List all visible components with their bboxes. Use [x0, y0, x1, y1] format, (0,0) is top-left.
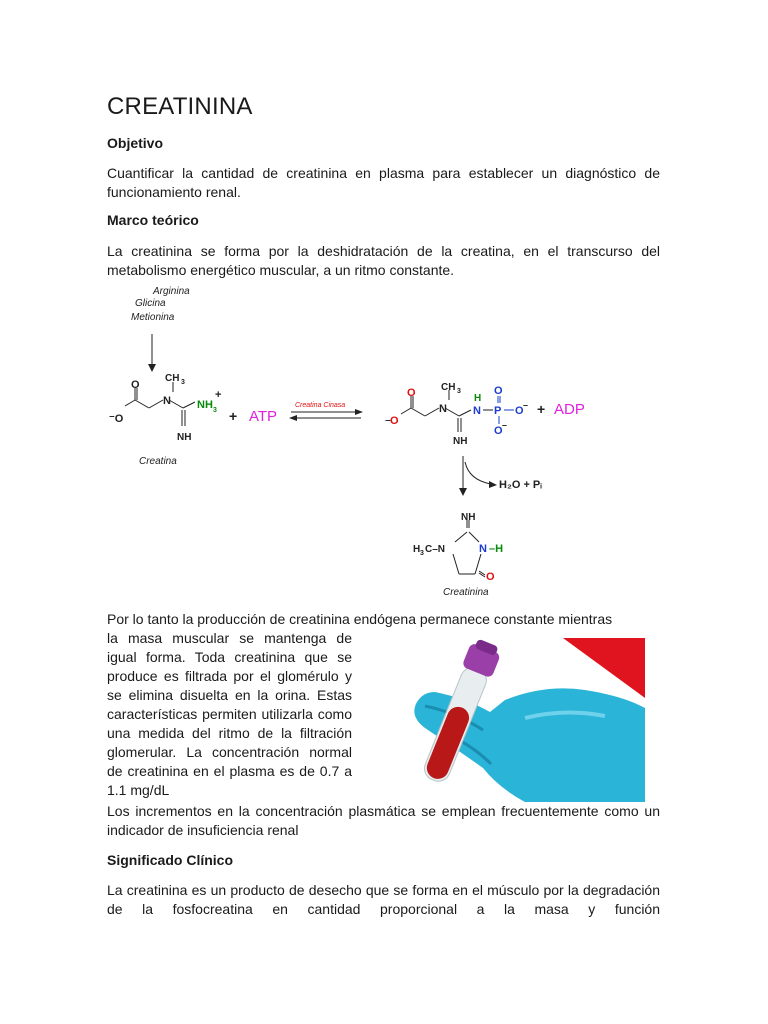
svg-text:⁻O: ⁻O	[109, 413, 124, 425]
svg-text:3: 3	[181, 379, 185, 386]
significado-clinico-text: La creatinina es un producto de desecho que se forma en el músculo por la degradación de la fosfocreatina en cantidad proporcional a la masa y función	[107, 882, 660, 917]
svg-text:NH: NH	[453, 436, 468, 447]
objetivo-heading: Objetivo	[107, 135, 164, 151]
svg-text:C–N: C–N	[425, 544, 446, 555]
incrementos-text: Los incrementos en la concentración plasmática se emplean frecuentemente como un indicador de insuficiencia renal	[107, 803, 660, 838]
svg-text:H: H	[413, 544, 421, 555]
svg-text:NH: NH	[177, 432, 192, 443]
svg-text:P: P	[494, 405, 502, 417]
svg-text:–: –	[502, 420, 508, 430]
svg-text:O: O	[131, 379, 140, 391]
precursor-metionina: Metionina	[131, 312, 175, 323]
svg-text:⁻: ⁻	[385, 417, 391, 429]
svg-text:N: N	[163, 395, 171, 407]
adp-label: ADP	[554, 401, 585, 418]
svg-text:N: N	[479, 543, 487, 555]
atp-label: ATP	[249, 408, 278, 425]
creatinine-reaction-diagram	[107, 284, 585, 602]
svg-text:O: O	[486, 571, 495, 583]
svg-text:+: +	[537, 401, 546, 417]
svg-text:NH: NH	[461, 512, 476, 523]
svg-text:O: O	[407, 387, 416, 399]
svg-text:CH: CH	[165, 373, 180, 384]
enzyme-label: Creatina Cinasa	[295, 402, 346, 409]
svg-text:CH: CH	[441, 382, 456, 393]
objetivo-text: Cuantificar la cantidad de creatinina en plasma para establecer un diagnóstico de funcionamiento renal.	[107, 165, 660, 200]
svg-text:NH: NH	[197, 399, 213, 411]
svg-text:3: 3	[420, 550, 424, 557]
creatina-label: Creatina	[139, 456, 177, 467]
svg-text:O: O	[515, 405, 524, 417]
svg-text:O: O	[494, 385, 503, 397]
marco-teorico-text: La creatinina se forma por la deshidratación de la creatina, en el transcurso del metabolismo energético muscular, a un ritmo constante.	[107, 243, 660, 278]
svg-text:–: –	[523, 400, 529, 410]
water-pi-label: H₂O + Pᵢ	[499, 479, 542, 491]
precursor-arginina: Arginina	[153, 286, 190, 297]
por-lo-tanto-line: Por lo tanto la producción de creatinina endógena permanece constante mientras	[107, 611, 613, 627]
creatinina-label: Creatinina	[443, 587, 489, 598]
creatinina-description: la masa muscular se mantenga de igual forma. Toda creatinina que se produce es filtrada por el glomérulo y se elimina disuelta en la orina. Estas características permiten utilizarla como una medida del ritmo de la filtración glomerular. La concentración normal de creatinina en el plasma es de 0.7 a 1.1 mg/dL	[107, 630, 352, 798]
svg-text:O: O	[494, 425, 503, 437]
svg-text:–H: –H	[489, 543, 504, 555]
down-arrow-head	[148, 364, 156, 372]
blood-sample-photo	[395, 638, 645, 802]
marco-teorico-heading: Marco teórico	[107, 212, 199, 228]
significado-clinico-heading: Significado Clínico	[107, 852, 234, 868]
page-title: CREATININA	[107, 93, 253, 120]
svg-text:+: +	[215, 389, 222, 401]
svg-text:N: N	[473, 405, 481, 417]
svg-text:O: O	[390, 415, 399, 427]
svg-text:N: N	[439, 403, 447, 415]
svg-text:H: H	[474, 393, 482, 404]
svg-text:+: +	[229, 408, 238, 424]
svg-text:3: 3	[457, 388, 461, 395]
precursor-glicina: Glicina	[135, 298, 166, 309]
svg-text:3: 3	[213, 407, 217, 414]
